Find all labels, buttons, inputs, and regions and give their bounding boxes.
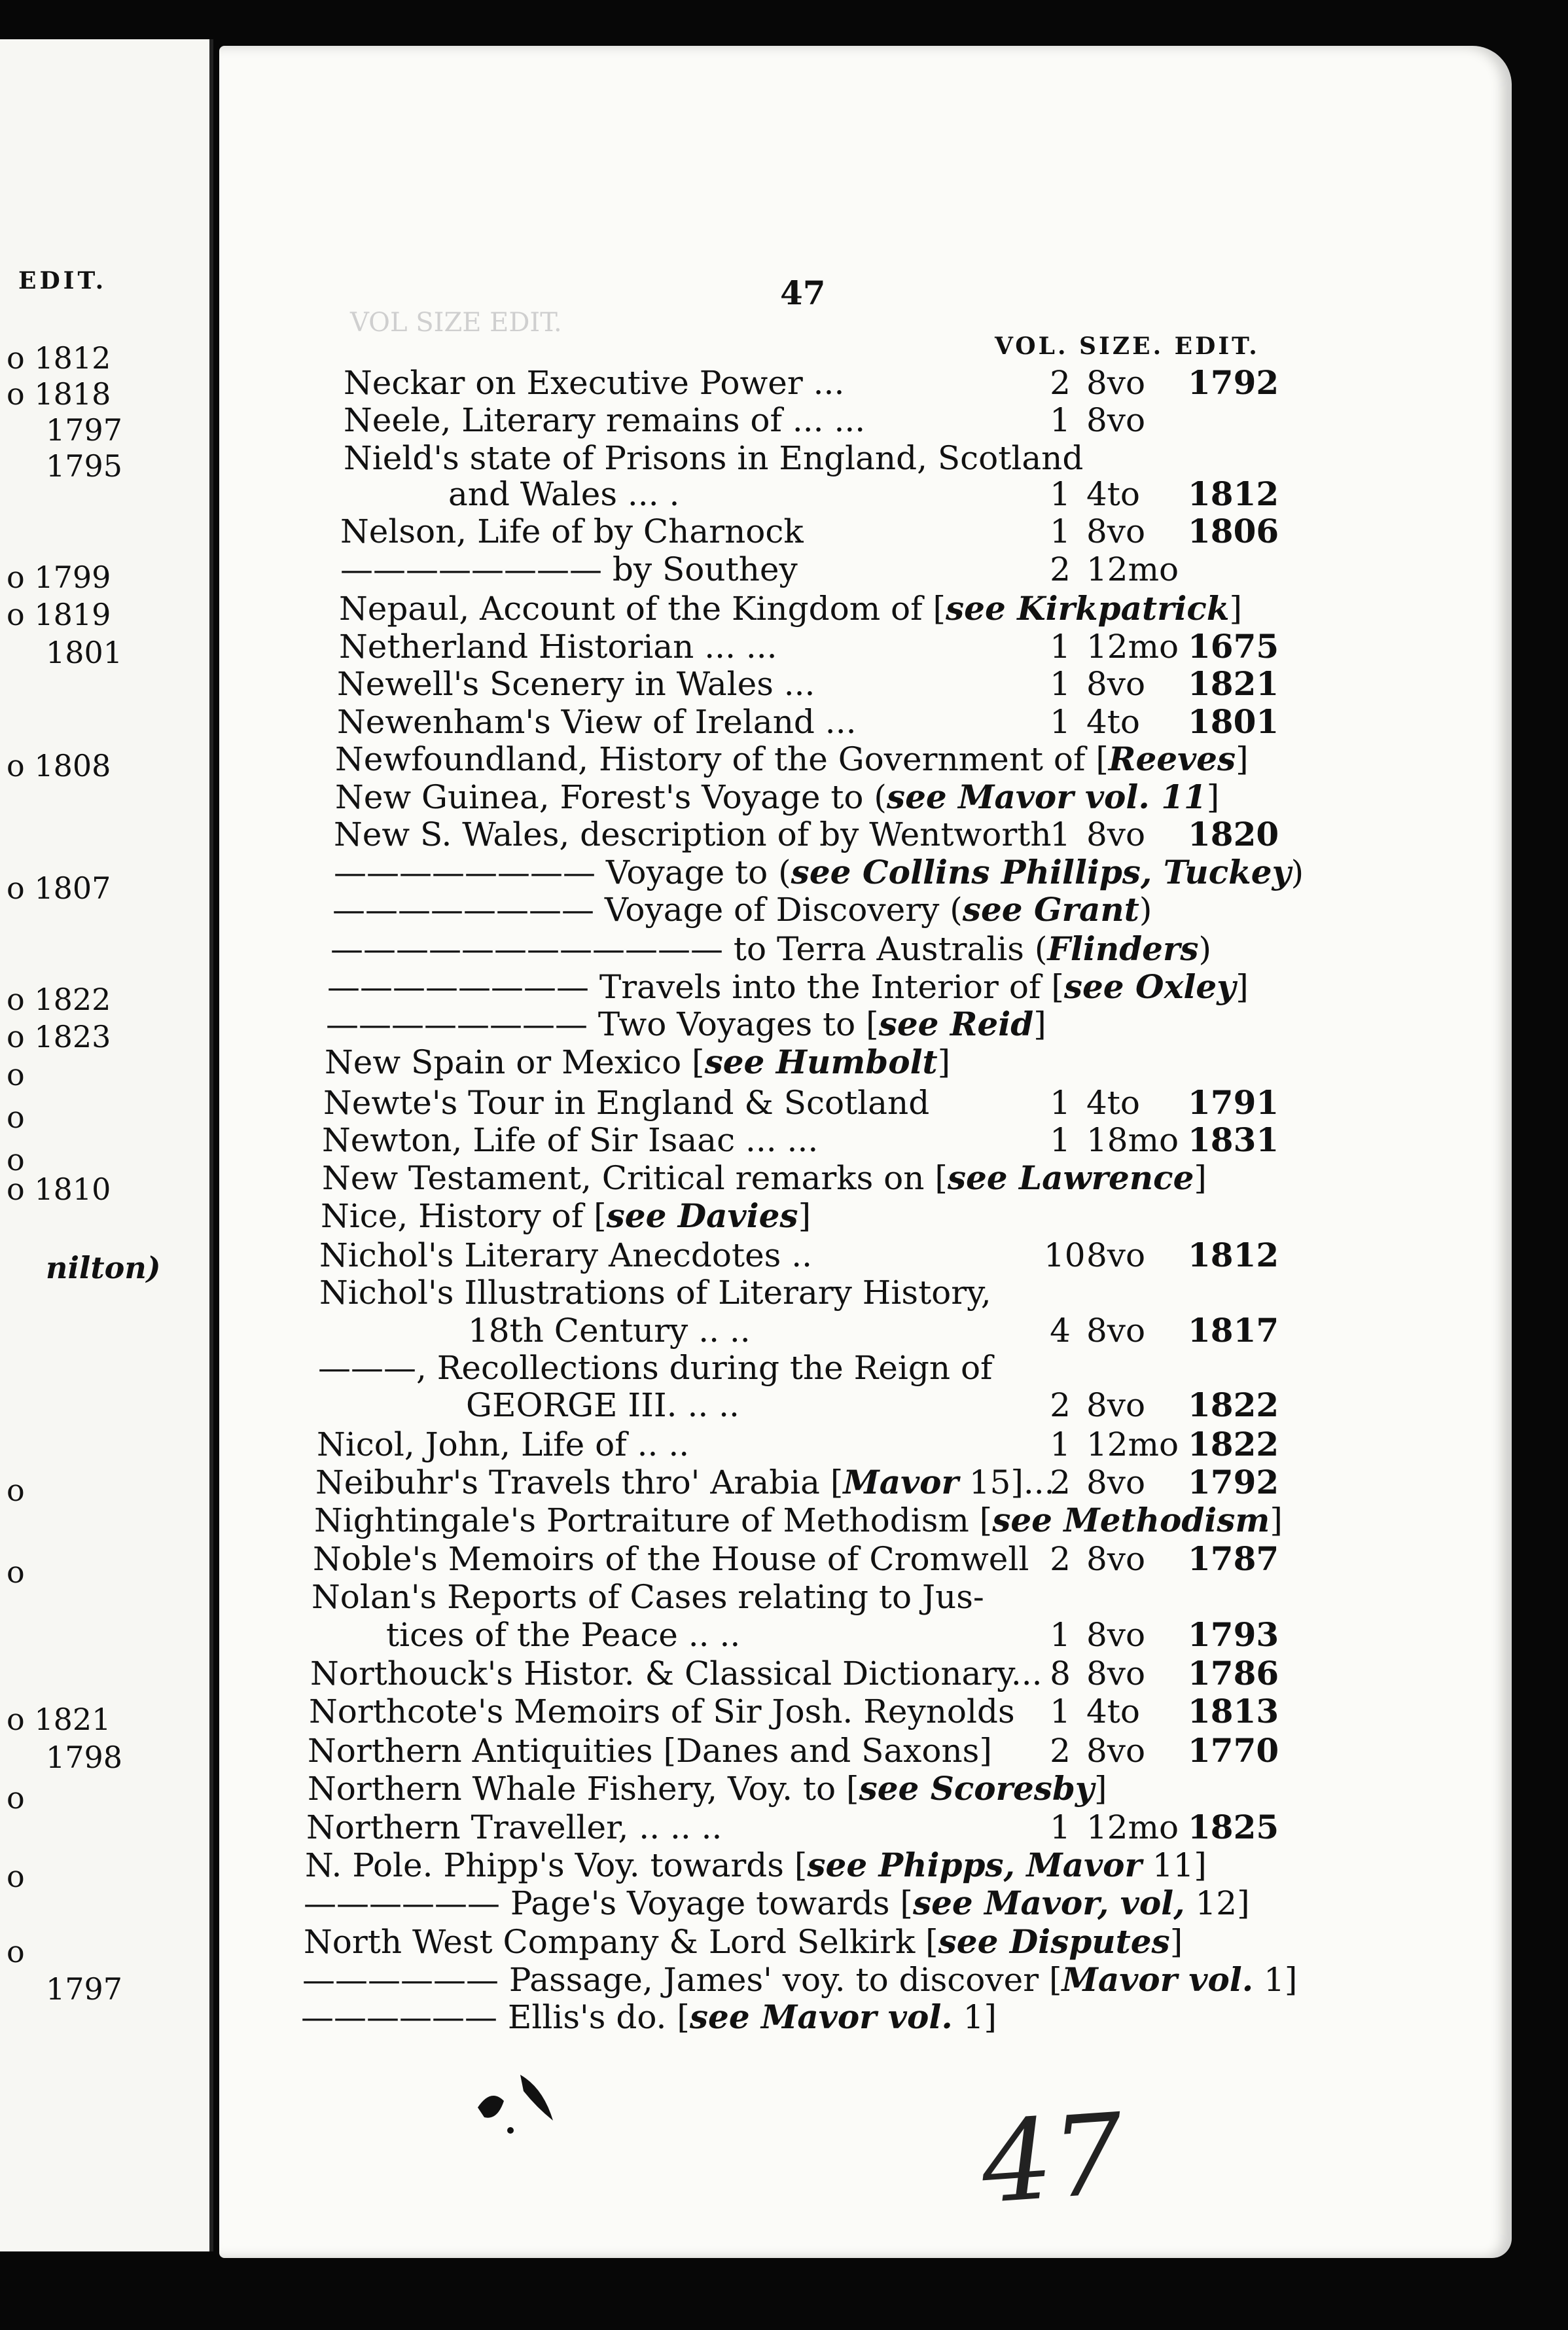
catalog-entry — [0, 550, 1289, 589]
entry-volumes: 1 — [1050, 628, 1071, 666]
entry-edition: 1791 — [1188, 1083, 1279, 1122]
entry-title: New Testament, Critical remarks on [see Lawrence] — [322, 1158, 1207, 1197]
catalog-entry — [0, 778, 1289, 817]
entry-edition: 1812 — [1188, 475, 1279, 513]
entry-title: Netherland Historian ... ... — [339, 628, 777, 666]
entry-edition: 1812 — [1188, 1236, 1279, 1274]
entry-size: 8vo — [1086, 1463, 1146, 1501]
entry-reference: Reeves — [1108, 740, 1236, 778]
entry-volumes: 2 — [1050, 1386, 1071, 1424]
entry-reference: see Scoresby — [859, 1769, 1094, 1808]
entry-volumes: 1 — [1050, 1121, 1071, 1159]
entry-size: 8vo — [1086, 401, 1146, 439]
entry-volumes: 1 — [1050, 1084, 1071, 1122]
catalog-entry — [0, 1043, 1289, 1082]
catalog-entry — [0, 401, 1289, 440]
catalog-entry — [0, 740, 1289, 779]
entry-title: tices of the Peace .. .. — [386, 1616, 741, 1654]
entry-title: ———————— Voyage of Discovery (see Grant) — [332, 890, 1152, 929]
entry-edition: 1806 — [1188, 512, 1279, 550]
catalog-entry — [0, 967, 1289, 1007]
entry-title: Newenham's View of Ireland ... — [337, 703, 857, 741]
left-page-item: o — [7, 1057, 25, 1092]
entry-title: Northern Whale Fishery, Voy. to [see Scoresby] — [308, 1769, 1107, 1808]
entry-size: 8vo — [1086, 1236, 1146, 1274]
entry-title: New S. Wales, description of by Wentworth — [334, 816, 1052, 853]
entry-edition: 1793 — [1188, 1615, 1279, 1654]
left-page-item: o — [7, 1934, 25, 1969]
entry-reference: see Phipps, Mavor — [807, 1846, 1142, 1884]
catalog-entry — [0, 1884, 1289, 1923]
entry-reference: see Mavor vol. — [689, 1998, 953, 2036]
left-page-item: o 1812 — [7, 340, 111, 376]
entry-volumes: 10 — [1044, 1236, 1086, 1274]
entry-size: 8vo — [1086, 1386, 1146, 1424]
entry-size: 8vo — [1086, 1732, 1146, 1770]
entry-title: New Guinea, Forest's Voyage to (see Mavor vol. 11] — [335, 778, 1220, 816]
catalog-entry — [0, 1501, 1289, 1540]
left-page-item: o — [7, 1859, 25, 1894]
entry-title: Neckar on Executive Power ... — [344, 364, 845, 402]
entry-edition: 1822 — [1188, 1386, 1279, 1424]
entry-title: Nield's state of Prisons in England, Scotland — [344, 439, 1084, 477]
entry-reference: Mavor vol. — [1061, 1960, 1254, 1999]
entry-title: Nichol's Illustrations of Literary History, — [319, 1274, 991, 1312]
entry-title: Nolan's Reports of Cases relating to Jus- — [312, 1578, 984, 1616]
entry-title: Nightingale's Portraiture of Methodism [see Methodism] — [314, 1501, 1283, 1539]
entry-title: Nepaul, Account of the Kingdom of [see Kirkpatrick] — [339, 589, 1243, 628]
catalog-entry — [0, 1998, 1289, 2037]
entry-size: 8vo — [1086, 1616, 1146, 1654]
entry-reference: see Mavor, vol, — [912, 1884, 1185, 1922]
entry-size: 8vo — [1086, 1312, 1146, 1350]
entry-title: Newell's Scenery in Wales ... — [337, 665, 815, 703]
entry-volumes: 1 — [1050, 475, 1071, 513]
entry-reference: see Lawrence — [947, 1158, 1194, 1197]
catalog-entry — [0, 1808, 1289, 1847]
entry-volumes: 1 — [1050, 512, 1071, 550]
catalog-entry — [0, 1273, 1289, 1312]
entry-title: —————— Page's Voyage towards [see Mavor, vol, 12] — [304, 1884, 1250, 1922]
entry-edition: 1822 — [1188, 1425, 1279, 1463]
entry-title: Northcote's Memoirs of Sir Josh. Reynolds — [309, 1693, 1015, 1730]
entry-volumes: 4 — [1050, 1312, 1071, 1350]
catalog-entry — [0, 890, 1289, 929]
catalog-entry — [0, 1158, 1289, 1198]
entry-volumes: 2 — [1050, 1732, 1071, 1770]
entry-title: ———————— Travels into the Interior of [see Oxley] — [327, 967, 1249, 1006]
left-page-item: o — [7, 1100, 25, 1135]
entry-volumes: 1 — [1050, 1616, 1071, 1654]
entry-edition: 1813 — [1188, 1692, 1279, 1730]
entry-title: Newte's Tour in England & Scotland — [323, 1084, 930, 1122]
catalog-entry — [0, 929, 1289, 969]
entry-title: Neele, Literary remains of ... ... — [344, 401, 866, 439]
left-page-item: o 1819 — [7, 597, 111, 632]
left-page-item: o 1821 — [7, 1702, 111, 1737]
entry-title: —————— Passage, James' voy. to discover [Mavor vol. 1] — [302, 1960, 1298, 1999]
entry-edition: 1831 — [1188, 1120, 1279, 1159]
catalog-entry — [0, 1577, 1289, 1617]
entry-reference: Flinders — [1047, 929, 1199, 968]
entry-size: 8vo — [1086, 364, 1146, 402]
left-page-item: o — [7, 1554, 25, 1590]
left-page-item: o — [7, 1780, 25, 1816]
entry-reference: Mavor — [843, 1463, 959, 1501]
entry-edition: 1792 — [1188, 1463, 1279, 1501]
entry-edition: 1817 — [1188, 1311, 1279, 1350]
entry-size: 18mo — [1086, 1121, 1179, 1159]
entry-volumes: 1 — [1050, 665, 1071, 703]
entry-reference: see Collins Phillips, Tuckey — [791, 853, 1291, 891]
catalog-entry — [0, 1922, 1289, 1962]
entry-volumes: 2 — [1050, 364, 1071, 402]
catalog-entry — [0, 1539, 1289, 1579]
entry-title: ———, Recollections during the Reign of — [318, 1349, 993, 1387]
entry-edition: 1825 — [1188, 1808, 1279, 1846]
left-page-item: 1798 — [46, 1740, 123, 1775]
entry-volumes: 1 — [1050, 816, 1071, 853]
left-page-item: 1797 — [46, 412, 123, 448]
entry-title: ———————— by Southey — [340, 550, 798, 588]
entry-title: Northouck's Histor. & Classical Dictionary... — [310, 1655, 1042, 1693]
entry-volumes: 1 — [1050, 1808, 1071, 1846]
left-page-item: o 1823 — [7, 1019, 111, 1054]
catalog-entry — [0, 1960, 1298, 1999]
catalog-entry — [0, 1083, 1289, 1122]
entry-size: 8vo — [1086, 512, 1146, 550]
left-page-item: o 1810 — [7, 1172, 111, 1207]
entry-edition: 1821 — [1188, 664, 1279, 703]
page-number: 47 — [780, 274, 826, 312]
catalog-entry — [0, 1005, 1289, 1044]
entry-title: Northern Traveller, .. .. .. — [306, 1808, 722, 1846]
entry-title: ———————— Voyage to (see Collins Phillips, Tuckey) — [334, 853, 1304, 891]
catalog-entry — [0, 1769, 1289, 1808]
ink-smudge — [465, 2062, 569, 2147]
entry-reference: see Oxley — [1063, 967, 1236, 1006]
entry-size: 8vo — [1086, 816, 1146, 853]
bleed-through-text: VOL SIZE EDIT. — [350, 308, 562, 338]
entry-title: Nicol, John, Life of .. .. — [317, 1425, 690, 1463]
entry-volumes: 1 — [1050, 1425, 1071, 1463]
catalog-entry — [0, 815, 1289, 854]
entry-title: Nice, History of [see Davies] — [321, 1196, 811, 1235]
left-page-item: o 1818 — [7, 376, 111, 412]
entry-volumes: 8 — [1050, 1655, 1071, 1693]
entry-title: North West Company & Lord Selkirk [see Disputes] — [304, 1922, 1183, 1961]
entry-title: —————— Ellis's do. [see Mavor vol. 1] — [301, 1998, 997, 2036]
catalog-entry — [0, 1311, 1289, 1350]
entry-size: 12mo — [1086, 628, 1179, 666]
catalog-entry — [0, 1615, 1289, 1655]
entry-edition: 1820 — [1188, 815, 1279, 853]
catalog-entry — [0, 1846, 1289, 1885]
catalog-entry — [0, 853, 1304, 892]
catalog-entry — [0, 1425, 1289, 1464]
entry-volumes: 2 — [1050, 1463, 1071, 1501]
entry-size: 4to — [1086, 703, 1141, 741]
entry-title: New Spain or Mexico [see Humbolt] — [325, 1043, 951, 1081]
entry-edition: 1675 — [1188, 627, 1279, 666]
entry-title: Nelson, Life of by Charnock — [340, 512, 804, 550]
entry-title: Newton, Life of Sir Isaac ... ... — [322, 1121, 819, 1159]
entry-reference: see Methodism — [992, 1501, 1270, 1539]
catalog-entry — [0, 1692, 1289, 1731]
entry-size: 12mo — [1086, 1425, 1179, 1463]
entry-volumes: 2 — [1050, 550, 1071, 588]
entry-size: 4to — [1086, 1084, 1141, 1122]
left-page-item: 1795 — [46, 448, 123, 484]
entry-reference: see Mavor vol. 11 — [886, 778, 1207, 816]
catalog-entry — [0, 1463, 1289, 1502]
entry-reference: see Kirkpatrick — [946, 589, 1230, 628]
catalog-entry — [0, 1236, 1289, 1275]
catalog-entry — [0, 475, 1289, 514]
entry-size: 8vo — [1086, 1540, 1146, 1578]
entry-edition: 1786 — [1188, 1654, 1279, 1693]
entry-size: 8vo — [1086, 1655, 1146, 1693]
entry-reference: see Disputes — [938, 1922, 1170, 1961]
entry-title: Neibuhr's Travels thro' Arabia [Mavor 15]... — [315, 1463, 1055, 1501]
entry-title: Nichol's Literary Anecdotes .. — [319, 1236, 813, 1274]
catalog-entry — [0, 664, 1289, 704]
left-page-item: o — [7, 1142, 25, 1177]
entry-reference: see Davies — [606, 1196, 798, 1235]
entry-edition: 1770 — [1188, 1731, 1279, 1770]
entry-title: GEORGE III. .. .. — [466, 1386, 739, 1424]
entry-title: Northern Antiquities [Danes and Saxons] — [308, 1732, 992, 1770]
left-page-item: o — [7, 1473, 25, 1508]
entry-title: Newfoundland, History of the Government of [Reeves] — [335, 740, 1249, 778]
entry-reference: see Grant — [962, 890, 1139, 929]
entry-edition: 1787 — [1188, 1539, 1279, 1578]
entry-title: ———————— Two Voyages to [see Reid] — [326, 1005, 1046, 1043]
catalog-entry — [0, 512, 1289, 551]
entry-reference: see Reid — [878, 1005, 1034, 1043]
catalog-entry — [0, 363, 1289, 403]
column-headers: VOL. SIZE. EDIT. — [995, 332, 1260, 360]
entry-volumes: 1 — [1050, 1693, 1071, 1730]
left-page-item: o 1808 — [7, 748, 111, 783]
entry-title: Noble's Memoirs of the House of Cromwell — [313, 1540, 1029, 1578]
catalog-entry — [0, 1196, 1289, 1236]
left-page-header: EDIT. — [18, 267, 107, 295]
catalog-entry — [0, 1348, 1289, 1388]
entry-size: 12mo — [1086, 550, 1179, 588]
catalog-entry — [0, 1654, 1289, 1693]
entry-volumes: 1 — [1050, 703, 1071, 741]
entry-edition: 1801 — [1188, 702, 1279, 741]
entry-size: 8vo — [1086, 665, 1146, 703]
left-page-item: 1801 — [46, 635, 123, 670]
entry-size: 4to — [1086, 1693, 1141, 1730]
entry-title: N. Pole. Phipp's Voy. towards [see Phipps, Mavor 11] — [305, 1846, 1207, 1884]
catalog-entry — [0, 1120, 1289, 1160]
handwritten-page-number: 47 — [977, 2089, 1128, 2229]
entry-edition: 1792 — [1188, 363, 1279, 402]
entry-size: 12mo — [1086, 1808, 1179, 1846]
entry-title: ———————————— to Terra Australis (Flinders) — [330, 929, 1211, 968]
entry-size: 4to — [1086, 475, 1141, 513]
entry-reference: see Humbolt — [704, 1043, 938, 1081]
left-page-item: 1797 — [46, 1971, 123, 2007]
catalog-entry — [0, 1731, 1289, 1770]
catalog-entry — [0, 439, 1289, 478]
entry-title: and Wales ... . — [448, 475, 680, 513]
entry-title: 18th Century .. .. — [468, 1312, 751, 1350]
catalog-entry — [0, 589, 1289, 628]
left-page-item: o 1799 — [7, 560, 111, 595]
left-page-item: o 1822 — [7, 982, 111, 1017]
left-page-item: nilton) — [46, 1250, 161, 1285]
left-page-item: o 1807 — [7, 870, 111, 906]
entry-volumes: 2 — [1050, 1540, 1071, 1578]
catalog-entry — [0, 702, 1289, 742]
catalog-entry — [0, 1386, 1289, 1425]
entry-volumes: 1 — [1050, 401, 1071, 439]
catalog-entry — [0, 627, 1289, 666]
